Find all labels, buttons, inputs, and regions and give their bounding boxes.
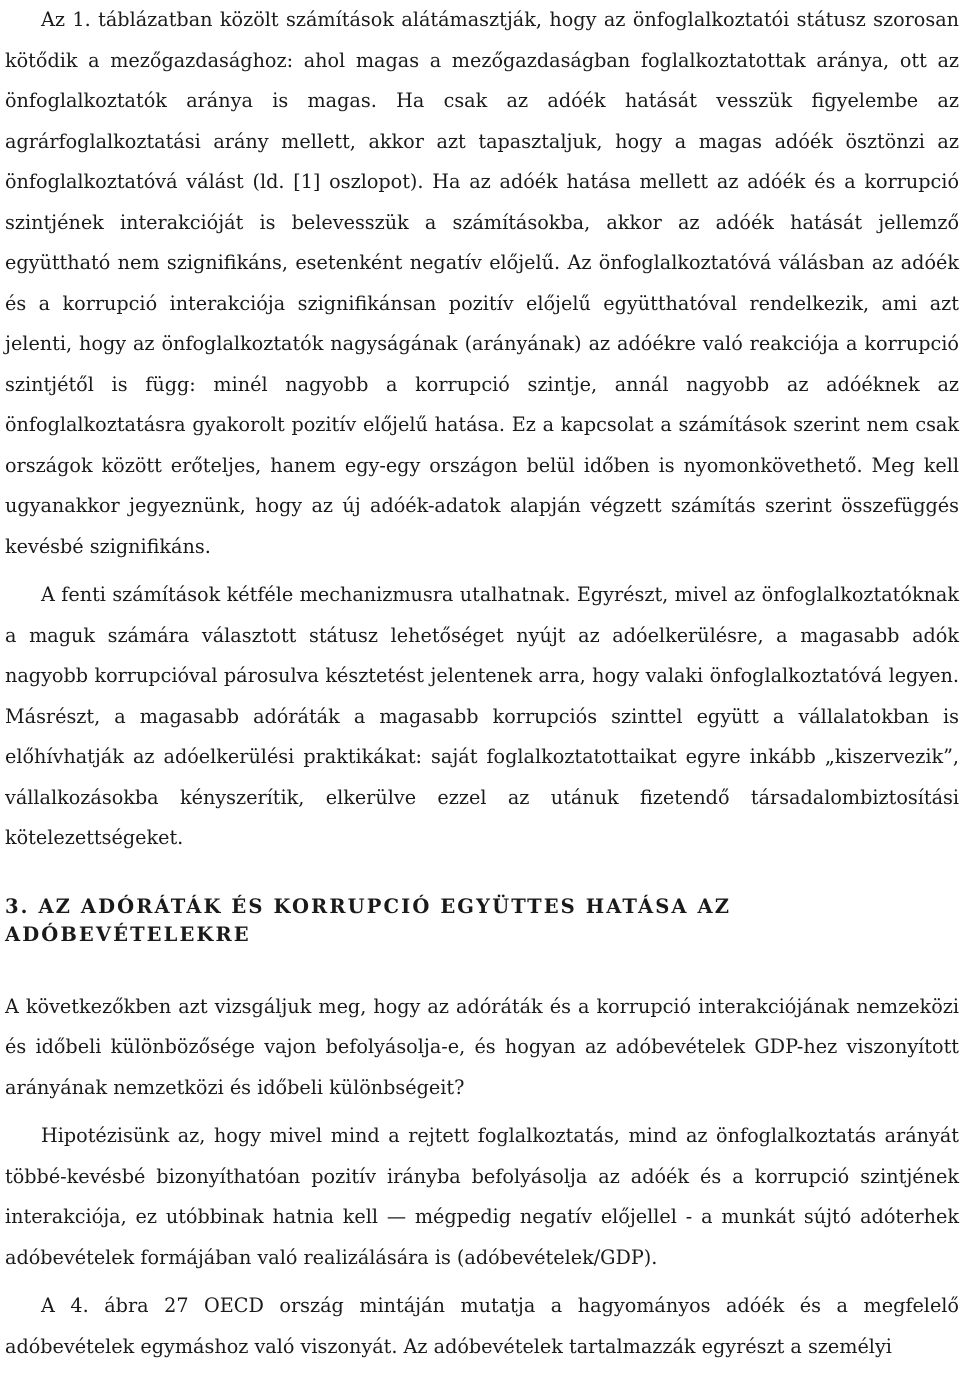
paragraph-mechanisms: A fenti számítások kétféle mechanizmusra utalhatnak. Egyrészt, mivel az önfoglalkoztatóknak a maguk számára választott státusz lehetőséget nyújt az adóelkerülésre, a magasabb adók nagyobb korrupcióval párosulva késztetést jelentenek arra, hogy valaki önfoglalkoztatóvá legyen. Másrészt, a magasabb adóráták a magasabb korrupciós szinttel együtt a vállalatokban is előhívhatják az adóelkerülési praktikákat: saját foglalkoztatottaikat egyre inkább „kiszervezik”, vállalkozásokba kényszerítik, elkerülve ezzel az utánuk fizetendő társadalombiztosítási kötelezettségeket.	[5, 583, 959, 849]
paragraph-research-question: A következőkben azt vizsgáljuk meg, hogy az adóráták és a korrupció interakciójának nemzeközi és időbeli különbözősége vajon befolyásolja-e, és hogyan az adóbevételek GDP-hez viszonyított arányának nemzetközi és időbeli különbségeit?	[5, 994, 959, 1099]
paragraph-table-findings: Az 1. táblázatban közölt számítások alátámasztják, hogy az önfoglalkoztatói státusz szorosan kötődik a mezőgazdasághoz: ahol magas a mezőgazdaságban foglalkoztatottak aránya, ott az önfoglalkoztatók aránya is magas. Ha csak az adóék hatását vesszük figyelembe az agrárfoglalkoztatási arány mellett, akkor azt tapasztaljuk, hogy a magas adóék ösztönzi az önfoglalkoztatóvá válást (ld. [1] oszlopot). Ha az adóék hatása mellett az adóék és a korrupció szintjének interakcióját is belevesszük a számításokba, akkor az adóék hatását jellemző együttható nem szignifikáns, esetenként negatív előjelű. Az önfoglalkoztatóvá válásban az adóék és a korrupció interakciója szignifikánsan pozitív előjelű együtthatóval rendelkezik, ami azt jelenti, hogy az önfoglalkoztatók nagyságának (arányának) az adóékre való reakciója a korrupció szintjétől is függ: minél nagyobb a korrupció szintje, annál nagyobb az adóéknek az önfoglalkoztatásra gyakorolt pozitív előjelű hatása. Ez a kapcsolat a számítások szerint nem csak országok között erőteljes, hanem egy-egy országon belül időben is nyomonkövethető. Meg kell ugyanakkor jegyeznünk, hogy az új adóék-adatok alapján végzett számítás szerint összefüggés kevésbé szignifikáns.	[5, 8, 959, 558]
paragraph-figure-reference: A 4. ábra 27 OECD ország mintáján mutatja a hagyományos adóék és a megfelelő adóbevételek egymáshoz való viszonyát. Az adóbevételek tartalmazzák egyrészt a személyi	[5, 1294, 959, 1358]
section-heading	[5, 893, 959, 949]
paragraph-hypothesis: Hipotézisünk az, hogy mivel mind a rejtett foglalkoztatás, mind az önfoglalkoztatás arányát többé-kevésbé bizonyíthatóan pozitív irányba befolyásolja az adóék és a korrupció szintjének interakciója, ez utóbbinak hatnia kell — mégpedig negatív előjellel - a munkát sújtó adóterhek adóbevételek formájában való realizálására is (adóbevételek/GDP).	[5, 1124, 959, 1269]
section-heading-line-2: ADÓBEVÉTELEKRE	[5, 922, 251, 946]
section-heading-line-1: 3. AZ ADÓRÁTÁK ÉS KORRUPCIÓ EGYÜTTES HATÁSA AZ	[5, 894, 732, 918]
document-page	[5, 0, 959, 1367]
heading-spacer	[5, 949, 959, 987]
